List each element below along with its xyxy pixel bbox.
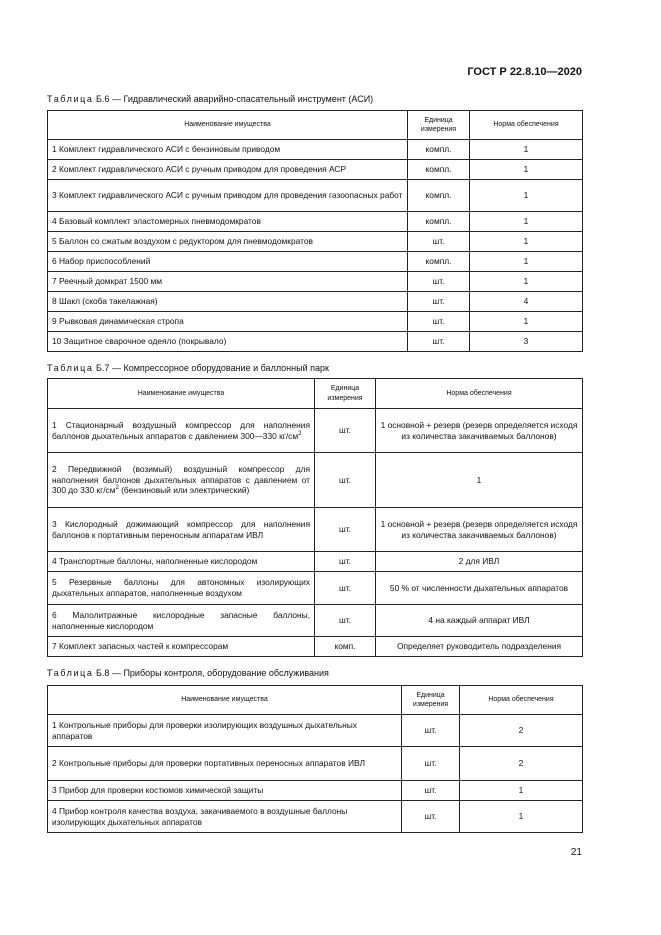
- cell-norm: 1 основной + резерв (резерв определяется исходя из количества закачиваемых баллонов): [376, 508, 583, 552]
- table-row: [48, 605, 583, 637]
- cell-norm: 1: [470, 180, 583, 212]
- cell-unit: шт.: [315, 605, 376, 637]
- cell-name: 2 Передвижной (возимый) воздушный компрессор для наполнения баллонов дыхательных аппаратов с давлением от 300 до 330 $кг/см^2$ (бензиновый или электрический): [48, 453, 315, 508]
- table-row: [48, 715, 583, 747]
- table-row: [48, 140, 583, 160]
- cell-unit: компл.: [408, 212, 470, 232]
- cell-unit: шт.: [408, 232, 470, 252]
- table-b7: [47, 378, 583, 657]
- col-header-unit: Единица измерения: [408, 111, 470, 140]
- cell-norm: Определяет руководитель подразделения: [376, 637, 583, 657]
- table-b8-caption: Таблица Б.8 — Приборы контроля, оборудование обслуживания: [47, 668, 329, 678]
- cell-unit: шт.: [315, 508, 376, 552]
- col-header-norm: Норма обеспечения: [376, 379, 583, 409]
- cell-name: 1 Стационарный воздушный компрессор для наполнения баллонов дыхательных аппаратов с давлением 300—330 $кг/см^2$: [48, 409, 315, 453]
- cell-name: 2 Контрольные приборы для проверки портативных переносных аппаратов ИВЛ: [48, 747, 402, 781]
- cell-name: 4 Транспортные баллоны, наполненные кислородом: [48, 552, 315, 572]
- cell-name: 5 Баллон со сжатым воздухом с редуктором для пневмодомкратов: [48, 232, 408, 252]
- table-row: [48, 312, 583, 332]
- table-row: [48, 453, 583, 508]
- table-b7-caption: Таблица Б.7 — Компрессорное оборудование и баллонный парк: [47, 363, 329, 373]
- table-row: [48, 332, 583, 352]
- cell-norm: 1: [460, 781, 583, 801]
- cell-norm: 4: [470, 292, 583, 312]
- cell-name: 7 Комплект запасных частей к компрессорам: [48, 637, 315, 657]
- table-row: [48, 180, 583, 212]
- table-row: [48, 552, 583, 572]
- cell-name: 10 Защитное сварочное одеяло (покрывало): [48, 332, 408, 352]
- table-header-row: [48, 686, 583, 715]
- cell-name: 3 Комплект гидравлического АСИ с ручным приводом для проведения газоопасных работ: [48, 180, 408, 212]
- table-row: [48, 252, 583, 272]
- cell-unit: шт.: [408, 312, 470, 332]
- table-row: [48, 781, 583, 801]
- cell-norm: 1: [470, 160, 583, 180]
- cell-name: 8 Шакл (скоба такелажная): [48, 292, 408, 312]
- cell-norm: 1: [460, 801, 583, 833]
- cell-unit: шт.: [402, 747, 460, 781]
- col-header-norm: Норма обеспечения: [470, 111, 583, 140]
- cell-unit: шт.: [408, 272, 470, 292]
- table-header-row: [48, 379, 583, 409]
- table-row: [48, 508, 583, 552]
- cell-unit: шт.: [402, 801, 460, 833]
- table-b6-caption: Таблица Б.6 — Гидравлический аварийно-спасательный инструмент (АСИ): [47, 94, 374, 104]
- cell-norm: 2: [460, 715, 583, 747]
- cell-norm: 1: [470, 252, 583, 272]
- cell-norm: 1: [470, 212, 583, 232]
- cell-unit: шт.: [315, 572, 376, 605]
- cell-unit: компл.: [408, 160, 470, 180]
- cell-norm: 50 % от численности дыхательных аппаратов: [376, 572, 583, 605]
- cell-unit: шт.: [315, 453, 376, 508]
- cell-norm: 1: [376, 453, 583, 508]
- cell-norm: 1: [470, 272, 583, 292]
- cell-norm: 2 для ИВЛ: [376, 552, 583, 572]
- cell-norm: 4 на каждый аппарат ИВЛ: [376, 605, 583, 637]
- cell-name: 1 Комплект гидравлического АСИ с бензиновым приводом: [48, 140, 408, 160]
- table-b8: [47, 685, 583, 833]
- table-row: [48, 212, 583, 232]
- table-row: [48, 292, 583, 312]
- cell-name: 5 Резервные баллоны для автономных изолирующих дыхательных аппаратов, наполненные воздухом: [48, 572, 315, 605]
- table-row: [48, 637, 583, 657]
- table-header-row: [48, 111, 583, 140]
- cell-name: 3 Кислородный дожимающий компрессор для наполнения баллонов к портативным переносным аппаратам ИВЛ: [48, 508, 315, 552]
- cell-name: 7 Реечный домкрат 1500 мм: [48, 272, 408, 292]
- col-header-unit: Единица измерения: [402, 686, 460, 715]
- cell-unit: компл.: [408, 252, 470, 272]
- cell-unit: шт.: [402, 715, 460, 747]
- cell-name: 1 Контрольные приборы для проверки изолирующих воздушных дыхательных аппаратов: [48, 715, 402, 747]
- table-row: [48, 801, 583, 833]
- col-header-name: Наименование имущества: [48, 686, 402, 715]
- cell-norm: 3: [470, 332, 583, 352]
- cell-name: 9 Рывковая динамическая стропа: [48, 312, 408, 332]
- cell-name: 4 Прибор контроля качества воздуха, закачиваемого в воздушные баллоны изолирующих дыхательных аппаратов: [48, 801, 402, 833]
- cell-norm: 1: [470, 140, 583, 160]
- cell-unit: компл.: [408, 140, 470, 160]
- col-header-norm: Норма обеспечения: [460, 686, 583, 715]
- cell-name: 3 Прибор для проверки костюмов химической защиты: [48, 781, 402, 801]
- cell-name: 2 Комплект гидравлического АСИ с ручным приводом для проведения АСР: [48, 160, 408, 180]
- cell-norm: 1 основной + резерв (резерв определяется исходя из количества закачиваемых баллонов): [376, 409, 583, 453]
- cell-name: 6 Малолитражные кислородные запасные баллоны, наполненные кислородом: [48, 605, 315, 637]
- table-row: [48, 747, 583, 781]
- cell-unit: шт.: [408, 332, 470, 352]
- cell-unit: шт.: [315, 552, 376, 572]
- cell-name: 4 Базовый комплект эластомерных пневмодомкратов: [48, 212, 408, 232]
- cell-norm: 2: [460, 747, 583, 781]
- table-row: [48, 272, 583, 292]
- cell-name: 6 Набор приспособлений: [48, 252, 408, 272]
- cell-unit: шт.: [408, 292, 470, 312]
- page-number: 21: [570, 847, 582, 858]
- col-header-name: Наименование имущества: [48, 111, 408, 140]
- table-row: [48, 409, 583, 453]
- table-row: [48, 232, 583, 252]
- standard-code: ГОСТ Р 22.8.10—2020: [467, 66, 582, 78]
- col-header-unit: Единица измерения: [315, 379, 376, 409]
- cell-unit: компл.: [408, 180, 470, 212]
- table-row: [48, 160, 583, 180]
- table-row: [48, 572, 583, 605]
- col-header-name: Наименование имущества: [48, 379, 315, 409]
- cell-unit: шт.: [315, 409, 376, 453]
- cell-unit: шт.: [402, 781, 460, 801]
- table-b6: [47, 110, 583, 352]
- cell-unit: комп.: [315, 637, 376, 657]
- cell-norm: 1: [470, 232, 583, 252]
- cell-norm: 1: [470, 312, 583, 332]
